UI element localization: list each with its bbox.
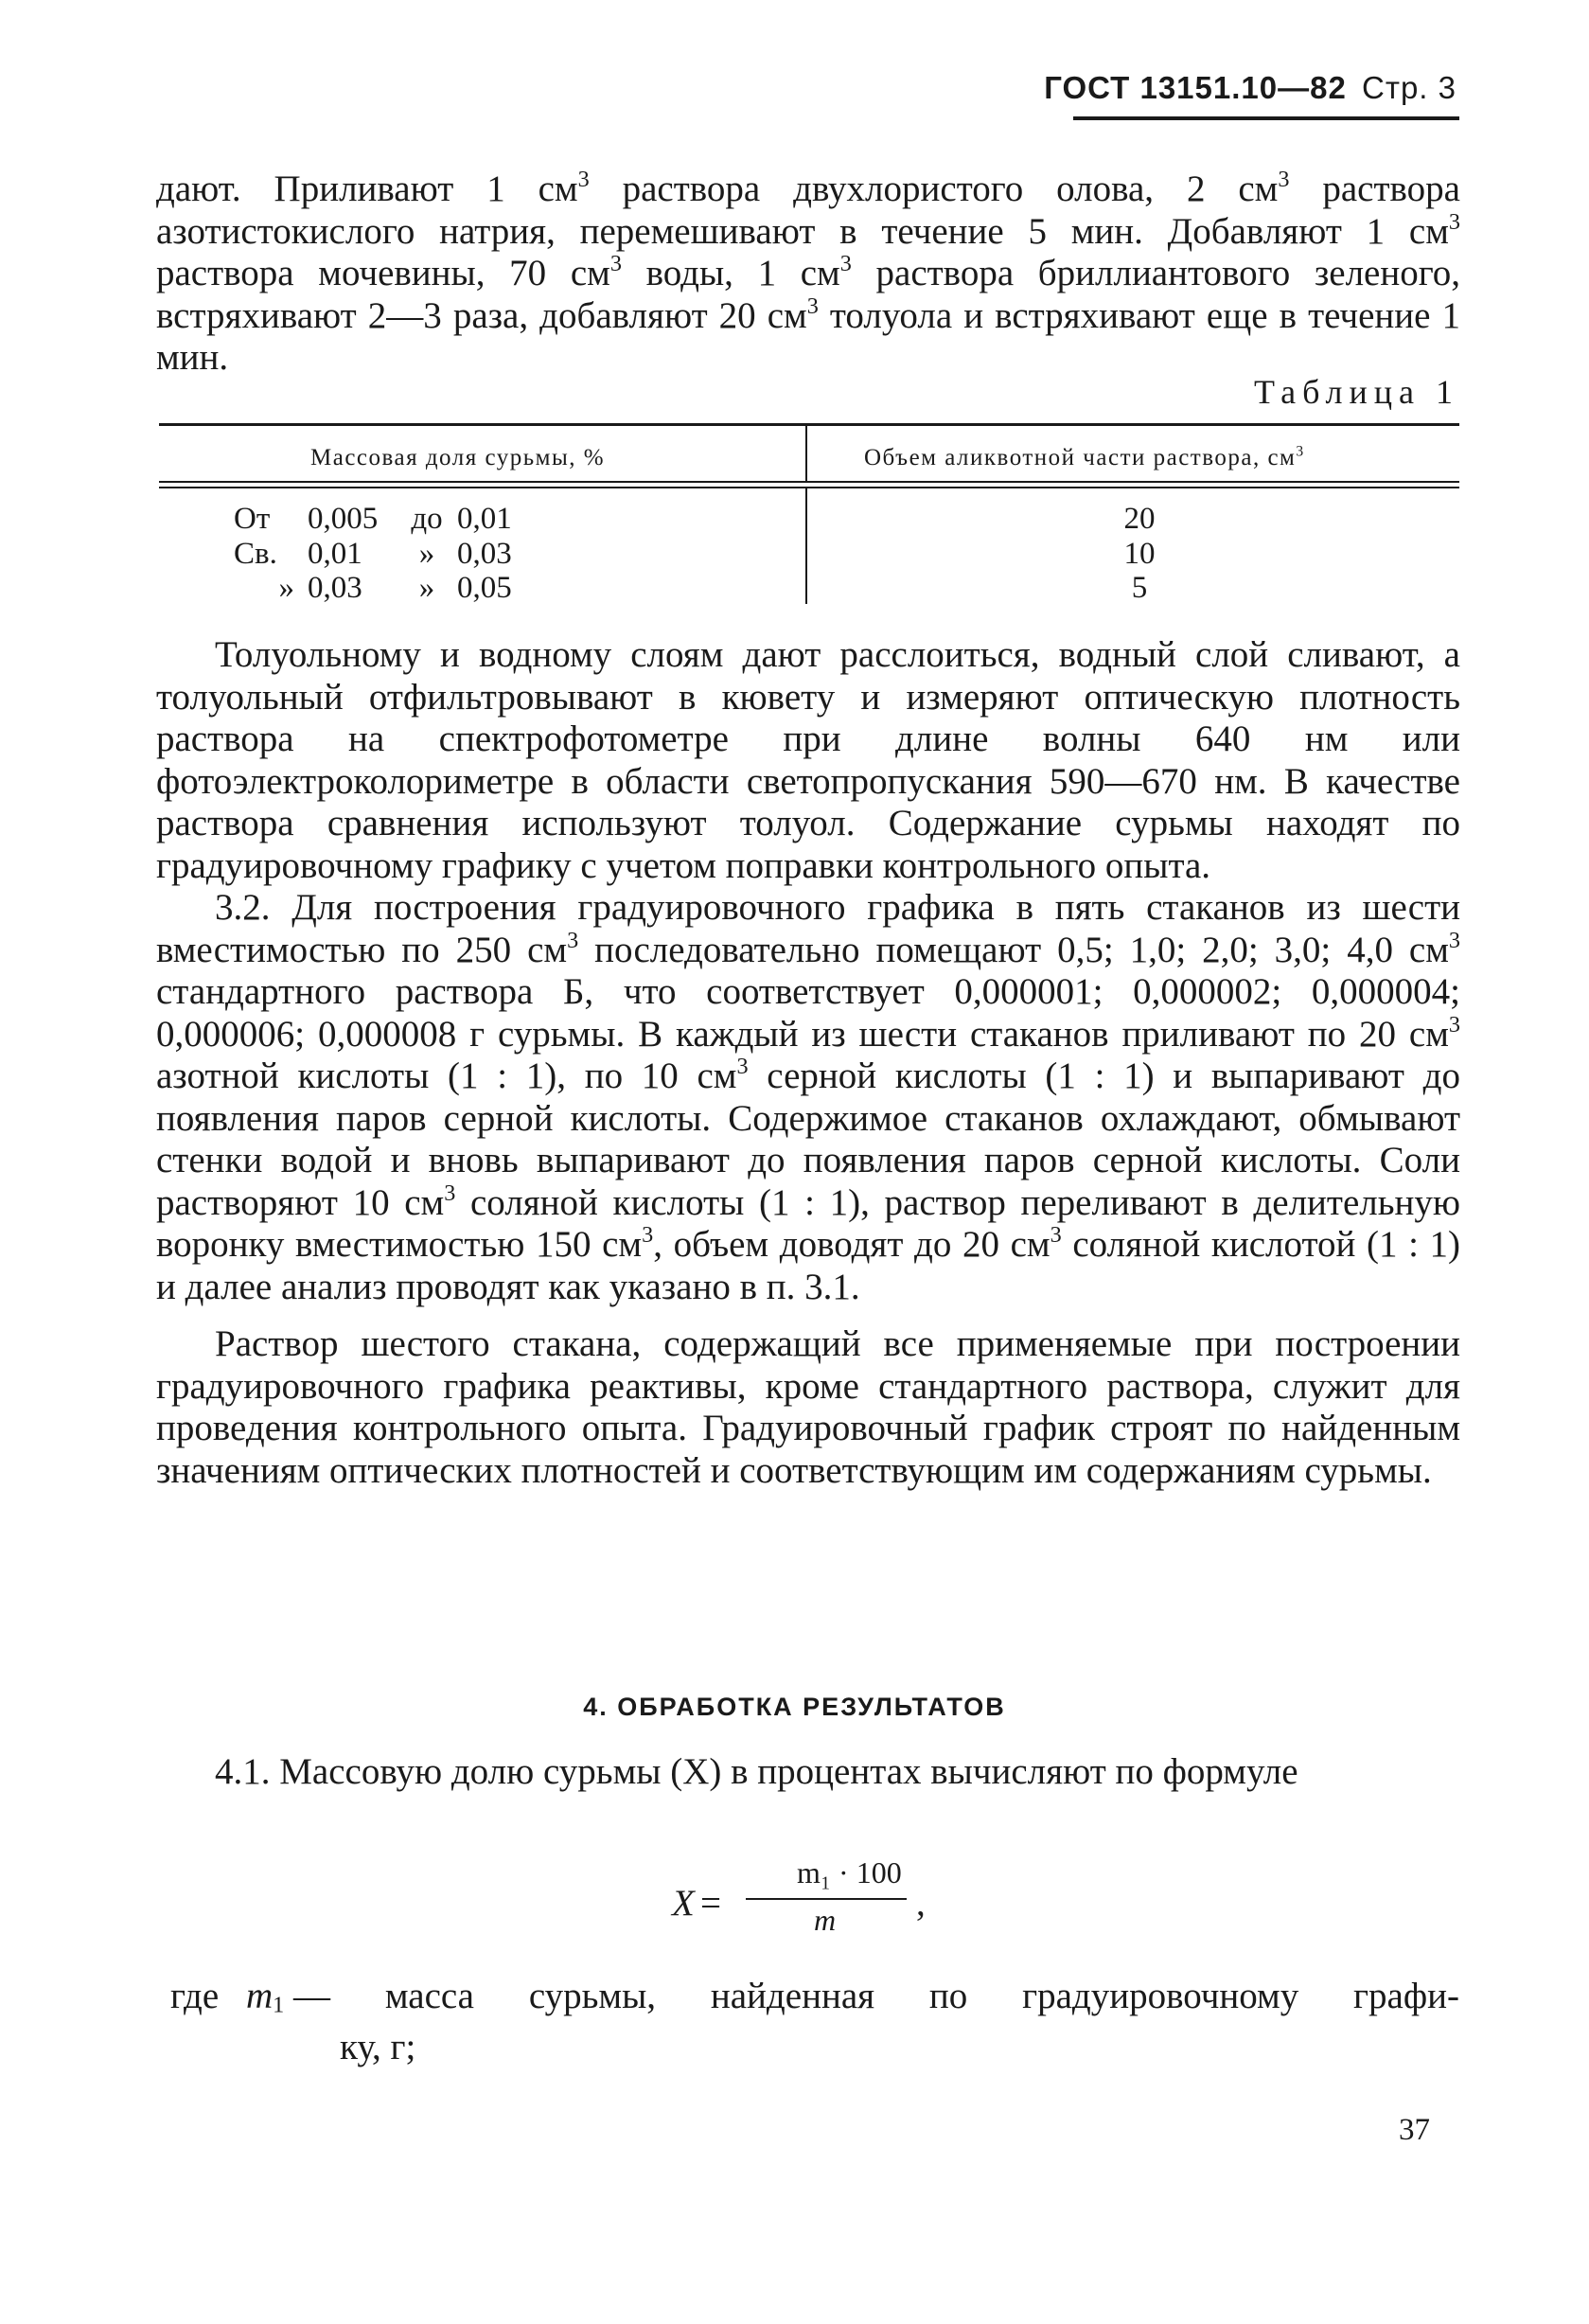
table-body-divider xyxy=(805,488,807,604)
middle-text-block xyxy=(156,634,1460,1492)
formula-denominator: m xyxy=(814,1903,837,1937)
range-from: 0,03 xyxy=(308,571,362,605)
fraction-bar xyxy=(746,1898,907,1900)
table-row xyxy=(234,571,574,606)
table-header-divider xyxy=(805,426,807,481)
table-top-rule xyxy=(159,423,1459,426)
section-title: 4. ОБРАБОТКА РЕЗУЛЬТАТОВ xyxy=(583,1693,1006,1721)
superscript-three: 3 xyxy=(609,251,622,277)
paragraph-4-1: 4.1. Массовую долю сурьмы (X) в процентах вычисляют по формуле xyxy=(215,1751,1298,1792)
definition-line xyxy=(170,1976,1459,2027)
header-underline xyxy=(1073,116,1459,120)
formula-lhs: X xyxy=(672,1883,695,1924)
variable-symbol: m xyxy=(246,1976,274,2016)
range-word: » xyxy=(418,571,435,605)
paragraph: Раствор шестого стакана, содержащий все применяемые при построении градуировочного графика реактивы, кроме стандартного раствора, служит для проведения контрольного опыта. Градуировочный график строят по найденным значениям оптических плотностей и соответствующим им содержаниям сурьмы. xyxy=(156,1323,1460,1491)
superscript-three: 3 xyxy=(1448,927,1460,953)
range-prefix: От xyxy=(234,502,271,536)
range-from: 0,01 xyxy=(308,536,362,571)
range-prefix: Св. xyxy=(234,536,277,571)
table-row xyxy=(234,502,574,537)
page-header xyxy=(1044,70,1457,106)
definition-continuation: ку, г; xyxy=(340,2026,416,2067)
superscript-three: 3 xyxy=(1296,443,1305,460)
definition-text: — масса сурьмы, найденная по градуировочному графи- xyxy=(293,1976,1459,2016)
range-to: 0,01 xyxy=(457,502,512,536)
table-header-antimony: Массовая доля сурьмы, % xyxy=(310,445,606,470)
range-to: 0,05 xyxy=(457,571,512,605)
table-header-rule xyxy=(159,481,1459,483)
section-intro-block xyxy=(156,1751,1460,1794)
top-text-block xyxy=(156,169,1460,380)
superscript-three: 3 xyxy=(1050,1222,1062,1249)
superscript-three: 3 xyxy=(444,1180,456,1206)
table-volume-column xyxy=(1097,502,1182,606)
superscript-three: 3 xyxy=(577,167,590,193)
formula xyxy=(672,1855,956,1969)
standard-number: ГОСТ 13151.10—82 xyxy=(1044,70,1347,105)
page-label: Стр. 3 xyxy=(1362,70,1457,105)
range-word: » xyxy=(418,536,435,571)
superscript-three: 3 xyxy=(1278,167,1290,193)
table-range-column xyxy=(234,502,574,606)
range-prefix: » xyxy=(278,571,294,605)
paragraph-3-2: 3.2. Для построения градуировочного графика в пять стаканов из шести вместимостью по 250 $см^3$ последовательно помещают 0,5; 1,0; 2,0; 3,0; 4,0 $см^3$ стандартного раствора Б, что соответствует 0,000001; 0,000002; 0,000004; 0,000006; 0,000008 г сурьмы. В каждый из шести стаканов приливают по 20 $см^3$ азотной кислоты (1 : 1), по 10 $см^3$ серной кислоты (1 : 1) и выпаривают до появления паров серной кислоты. Содержимое стаканов охлаждают, обмывают стенки водой и вновь выпаривают до появления паров серной кислоты. Соли растворяют 10 $см^3$ соляной кислоты (1 : 1), раствор переливают в делительную воронку вместимостью 150 $см^3$, объем доводят до 20 $см^3$ соляной кислотой (1 : 1) и далее анализ проводят как указано в п. 3.1. xyxy=(156,887,1461,1307)
formula-equals: = xyxy=(700,1883,721,1924)
table-caption: Таблица 1 xyxy=(1254,373,1459,411)
superscript-three: 3 xyxy=(736,1054,749,1080)
superscript-three: 3 xyxy=(806,293,819,319)
page-number: 37 xyxy=(1399,2113,1430,2147)
table-header-volume: Объем аликвотной части раствора, $см^3$ xyxy=(864,443,1305,470)
superscript-three: 3 xyxy=(839,251,852,277)
range-word: до xyxy=(411,502,443,536)
definition-variable xyxy=(246,1976,293,2027)
superscript-three: 3 xyxy=(642,1222,654,1249)
table-header-rule-double xyxy=(159,487,1459,488)
formula-comma: , xyxy=(916,1883,926,1924)
superscript-three: 3 xyxy=(1448,1011,1460,1038)
variable-definition xyxy=(170,1976,1459,2068)
volume-cell: 5 xyxy=(1131,571,1148,605)
formula-numerator: m₁ · 100 xyxy=(797,1855,902,1889)
range-from: 0,005 xyxy=(308,502,379,536)
range-to: 0,03 xyxy=(457,536,512,571)
where-word: где xyxy=(170,1976,220,2016)
superscript-three: 3 xyxy=(567,927,579,953)
superscript-three: 3 xyxy=(1448,208,1460,235)
paragraph: дают. Приливают 1 $см^3$ раствора двухлористого олова, 2 $см^3$ раствора азотистокислого натрия, перемешивают в течение 5 мин. Добавляют 1 $см^3$ раствора мочевины, 70 $см^3$ воды, 1 $см^3$ раствора бриллиантового зеленого, встряхивают 2—3 раза, добавляют 20 $см^3$ толуола и встряхивают еще в течение 1 мин. xyxy=(156,167,1460,378)
paragraph: Толуольному и водному слоям дают расслоиться, водный слой сливают, а толуольный отфильтровывают в кювету и измеряют оптическую плотность раствора на спектрофотометре при длине волны 640 нм или фотоэлектроколориметре в области светопропускания 590—670 нм. В качестве раствора сравнения используют толуол. Содержание сурьмы находят по градуировочному графику с учетом поправки контрольного опыта. xyxy=(156,634,1460,886)
volume-cell: 20 xyxy=(1123,502,1156,536)
table-row xyxy=(234,537,574,572)
variable-subscript: 1 xyxy=(273,1992,285,2018)
volume-cell: 10 xyxy=(1123,536,1156,571)
